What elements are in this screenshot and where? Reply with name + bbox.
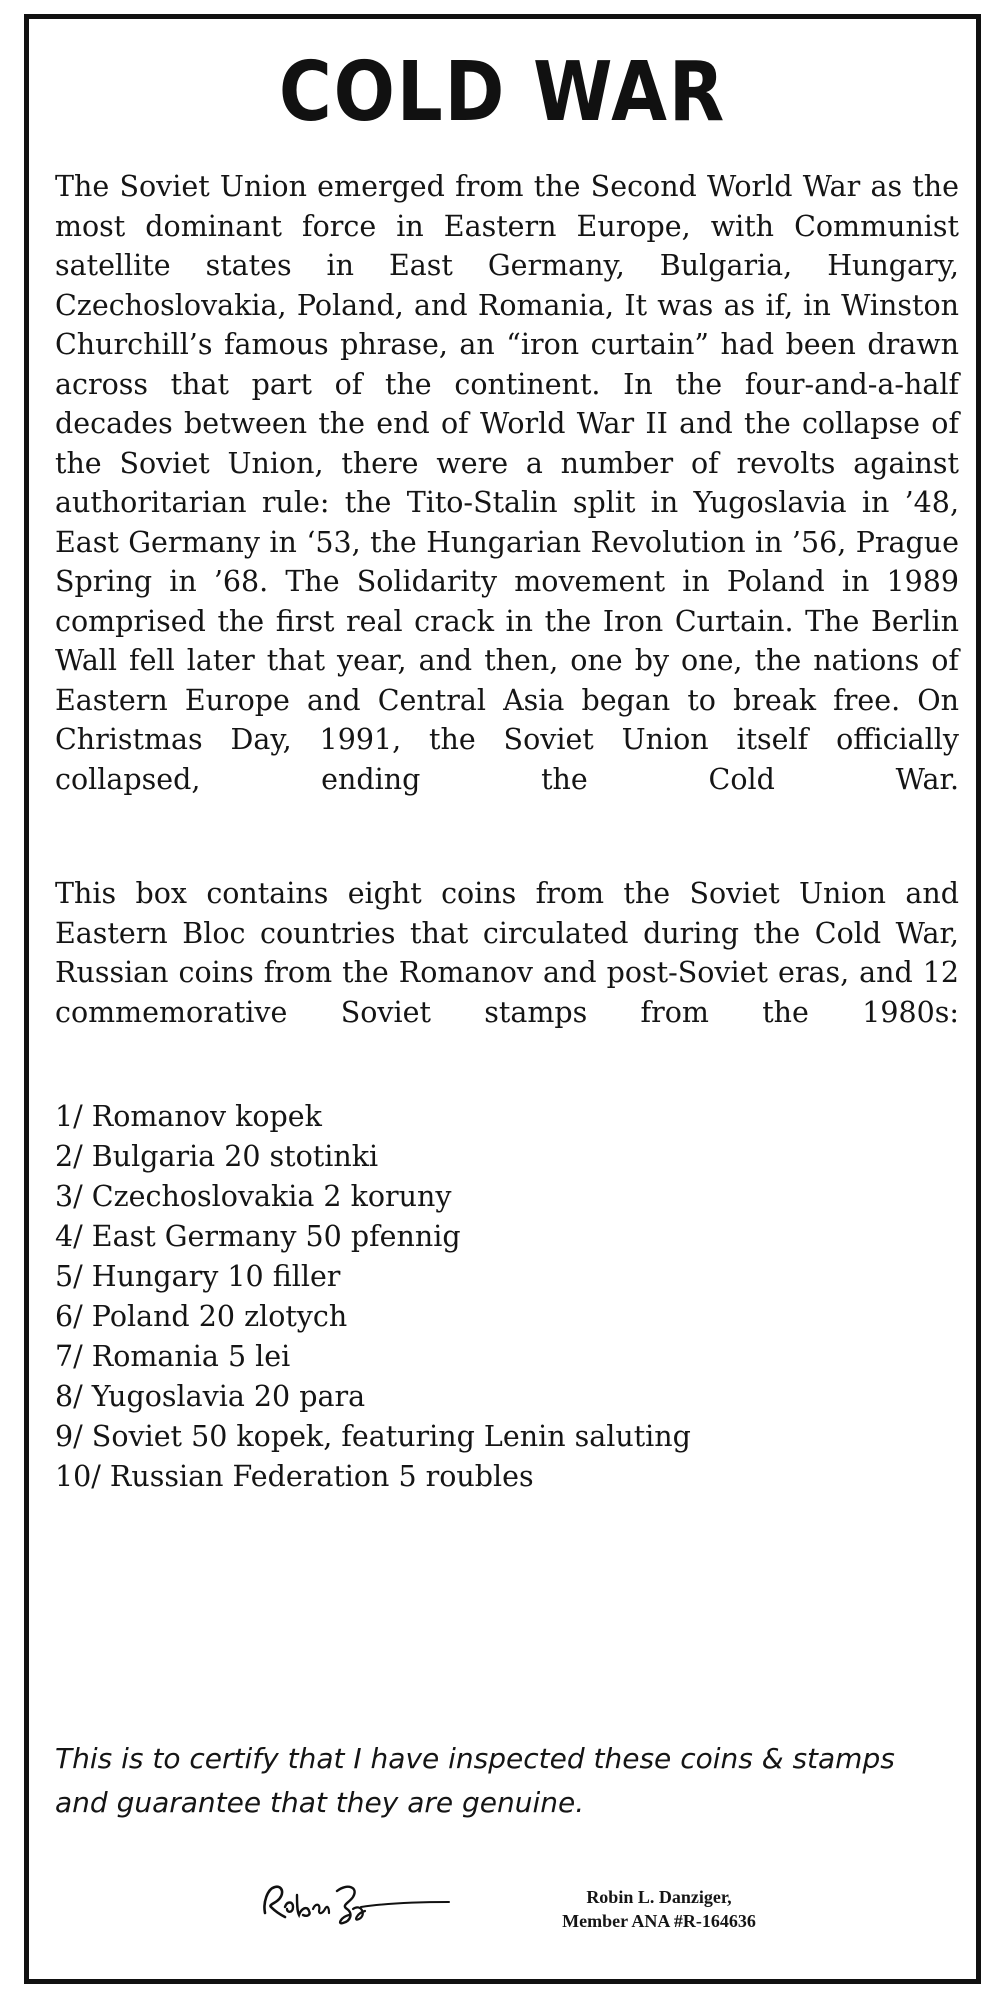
- list-item: 9/ Soviet 50 kopek, featuring Lenin saluting: [55, 1420, 691, 1453]
- list-item: 8/ Yugoslavia 20 para: [55, 1380, 366, 1413]
- page-title: COLD WAR: [278, 45, 727, 140]
- list-item: 1/ Romanov kopek: [55, 1100, 322, 1133]
- list-item: 3/ Czechoslovakia 2 koruny: [55, 1180, 452, 1213]
- signer-block: [509, 1885, 809, 1933]
- list-item: 5/ Hungary 10 filler: [55, 1260, 341, 1293]
- handwritten-signature: [257, 1869, 457, 1929]
- list-item: 4/ East Germany 50 pfennig: [55, 1220, 461, 1253]
- list-item: 10/ Russian Federation 5 roubles: [55, 1460, 534, 1493]
- signer-membership: Member ANA #R-164636: [562, 1911, 756, 1931]
- signer-name: Robin L. Danziger,: [586, 1887, 732, 1907]
- list-item: 2/ Bulgaria 20 stotinki: [55, 1140, 379, 1173]
- document-frame: [24, 14, 981, 1984]
- list-item: 7/ Romania 5 lei: [55, 1340, 291, 1373]
- contents-paragraph: This box contains eight coins from the Soviet Union and Eastern Bloc countries that circulated during the Cold War, Russian coins from the Romanov and post-Soviet eras, and 12 commemorative Soviet stamps from the 1980s:: [55, 877, 959, 1029]
- coin-list: [55, 1097, 691, 1497]
- history-paragraph: The Soviet Union emerged from the Second World War as the most dominant force in Eastern Europe, with Communist satellite states in East Germany, Bulgaria, Hungary, Czechoslovakia, Poland, and Romania, It was as if, in Winston Churchill’s famous phrase, an “iron curtain” had been drawn across that part of the continent. In the four-and-a-half decades between the end of World War II and the collapse of the Soviet Union, there were a number of revolts against authoritarian rule: the Tito-Stalin split in Yugoslavia in ’48, East Germany in ‘53, the Hungarian Revolution in ’56, Prague Spring in ’68. The Solidarity movement in Poland in 1989 comprised the first real crack in the Iron Curtain. The Berlin Wall fell later that year, and then, one by one, the nations of Eastern Europe and Central Asia began to break free. On Christmas Day, 1991, the Soviet Union itself officially collapsed, ending the Cold War.: [55, 170, 959, 796]
- certification-statement: This is to certify that I have inspected these coins & stamps and guarantee that they are genuine.: [55, 1742, 895, 1819]
- list-item: 6/ Poland 20 zlotych: [55, 1300, 348, 1333]
